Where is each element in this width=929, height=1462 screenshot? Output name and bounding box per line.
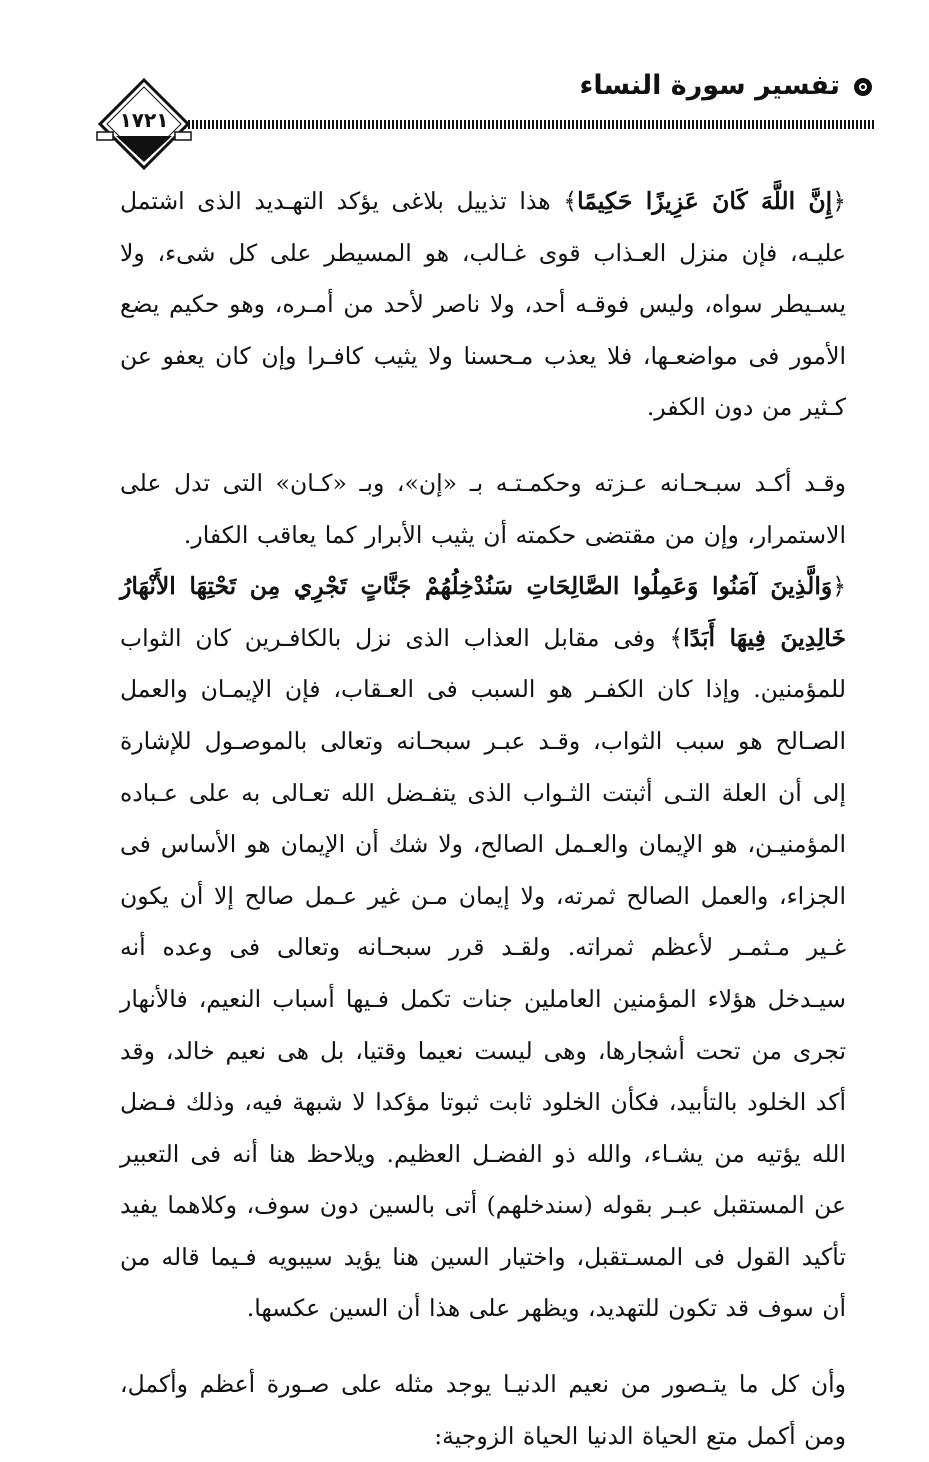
paragraph-2 (120, 458, 846, 561)
quran-verse-text: وَالَّذِينَ آمَنُوا وَعَمِلُوا الصَّالِحَاتِ سَنُدْخِلُهُمْ جَنَّاتٍ تَجْرِي مِن تَحْتِهَا الأَنْهَارُ خَالِدِينَ فِيهَا أَبَدًا (120, 572, 846, 652)
paragraph-1 (120, 176, 846, 434)
page-number: ١٧٢١ (119, 108, 169, 132)
quran-verse-1 (563, 187, 846, 215)
paragraph-3 (120, 561, 846, 1335)
page-header (96, 62, 874, 157)
paragraph-text: وقـد أكـد سبـحـانه عـزته وحكمـتـه بـ «إن»، وبـ «كـان» التى تدل على الاستمرار، وإن من مقتضى حكمته أن يثيب الأبرار كما يعاقب الكفار. (120, 468, 846, 549)
quran-bracket-open: ﴿ (832, 187, 846, 215)
header-rule (180, 120, 874, 129)
paragraph-text: هذا تذييل بلاغى يؤكد التهـديد الذى اشتمل عليـه، فإن منزل العـذاب قوى غـالب، هو المسيطر على كل شىء، ولا يسـيطر سواه، وليس فوقـه أحد، ولا ناصر لأحد من أمـره، وهو حكيم يضع الأمور فى مواضعـها، فلا يعذب مـحسنا ولا يثيب كافـرا وإن كان يعفو عن كـثير من دون الكفر. (120, 187, 846, 422)
quran-verse-text: إِنَّ اللَّهَ كَانَ عَزِيزًا حَكِيمًا (577, 187, 833, 215)
running-title: تفسير سورة النساء (579, 70, 840, 101)
paragraph-text: وفى مقابل العذاب الذى نزل بالكافـرين كان الثواب للمؤمنين. وإذا كان الكفـر هو السبب فى العـقاب، فإن الإيمـان والعمل الصـالح هو سبب الثواب، وقـد عبـر سبحـانه وتعالى بالموصـول للإشارة إلى أن العلة التـى أثبتت الثـواب الذى يتفـضل الله تعـالى به على عـباده المؤمنيـن، هو الإيمان والعـمل الصالح، ولا شك أن الإيمان هو الأساس فى الجزاء، والعمل الصالح ثمرته، ولا إيمان مـن غير عـمل صالح إلا أن يكون غـير مـثمـر لأعظم ثمراته. ولقـد قرر سبحـانه وتعالى فى وعده أنه سيـدخل هؤلاء المؤمنين العاملين جنات تكمل فـيها أسباب النعيم، فالأنهار تجرى من تحت أشجارها، وهى ليست نعيما وقتيا، بل هى نعيم خالد، وقد أكد الخلود بالتأبيد، فكأن الخلود ثابت ثبوتا مؤكدا لا شبهة فيه، وذلك فـضل الله يؤتيه من يشـاء، والله ذو الفضـل العظيم. ويلاحظ هنا أنه فى التعبير عن المستقبل عبـر بقوله (سندخلهم) أتى بالسين دون سوف، وكلاهما يفيد تأكيد القول فى المسـتقبل، واختيار السين هنا يؤيد سيبويه فـيما قاله من أن سوف قد تكون للتهديد، ويظهر على هذا أن السين عكسها. (120, 623, 846, 1323)
page-number-badge (96, 76, 192, 172)
page-body (120, 176, 846, 1462)
paragraph-4 (120, 1359, 846, 1462)
quran-bracket-close: ﴾ (563, 187, 578, 215)
quran-bracket-close: ﴾ (669, 623, 684, 652)
flower-ornament-icon (852, 76, 874, 98)
paragraph-text: وأن كل ما يتـصور من نعيم الدنيـا يوجد مثله على صـورة أعظم وأكمل، ومن أكمل متع الحياة الدنيا الحياة الزوجية: (120, 1370, 846, 1450)
quran-bracket-open: ﴿ (832, 572, 846, 601)
